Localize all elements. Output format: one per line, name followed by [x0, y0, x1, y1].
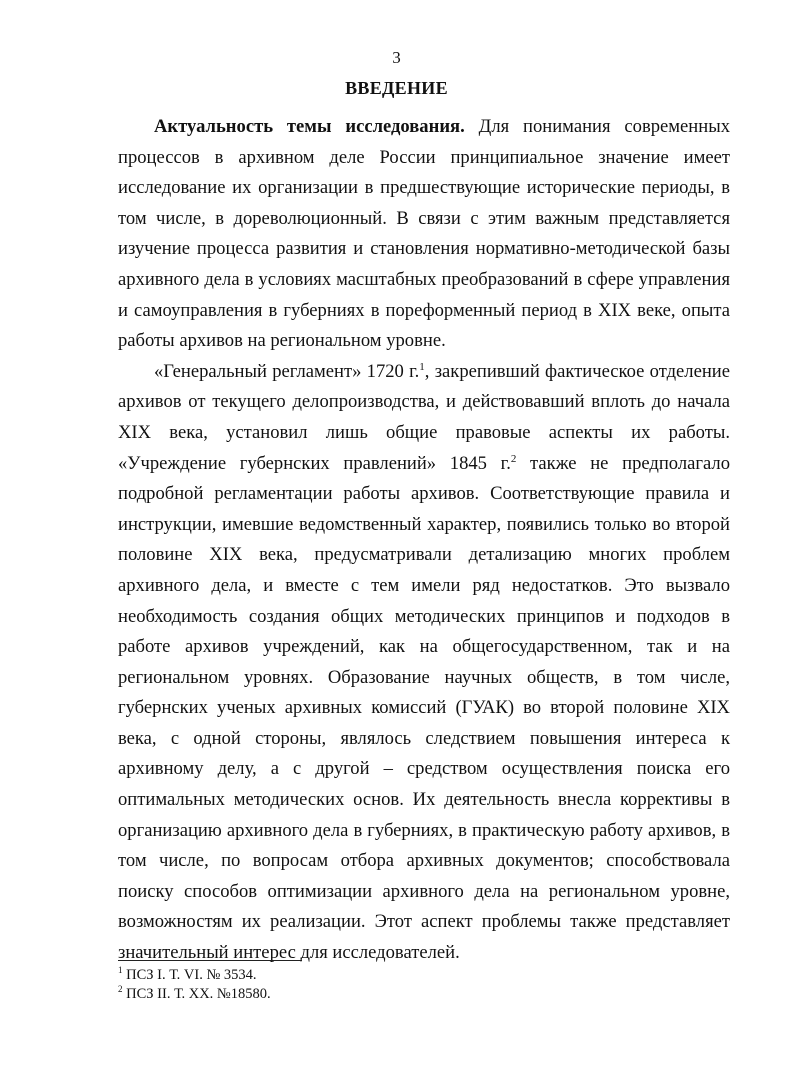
footnotes	[118, 966, 730, 1004]
footnote-mark-1: 1	[118, 965, 123, 976]
footnote-text-2: ПСЗ II. Т. XX. №18580.	[122, 986, 271, 1002]
footnote-ref-2[interactable]: 2	[510, 452, 517, 465]
paragraph-text-part-3: также не предполагало подробной регламентации работы архивов. Соответствующие правила и инструкции, имевшие ведомственный характер, появились только во второй половине XIX века, предусматривали детализацию многих проблем архивного дела, и вместе с тем имели ряд недостатков. Это вызвало необходимость создания общих методических принципов и подходов в работе архивов учреждений, как на общегосударственном, так и на региональном уровнях. Образование научных обществ, в том числе, губернских ученых архивных комиссий (ГУАК) во второй половине XIX века, с одной стороны, являлось следствием повышения интереса к архивному делу, а с другой – средством осуществления поиска его оптимальных методических основ. Их деятельность внесла коррективы в организацию архивного дела в губерниях, в практическую работу архивов, в том числе, по вопросам отбора архивных документов; способствовала поиску способов оптимизации архивного дела на региональном уровне, возможностям их реализации. Этот аспект проблемы также представляет значительный интерес для исследователей.	[118, 452, 730, 964]
footnote-divider	[118, 960, 302, 961]
paragraph-text-part-2: , закрепивший фактическое отделение архивов от текущего делопроизводства, и действовавший вплоть до начала XIX века, установил лишь общие правовые аспекты их работы. «Учреждение губернских правлений» 1845 г.	[118, 360, 730, 474]
paragraph-1	[118, 112, 730, 357]
paragraph-2	[118, 357, 730, 969]
footnote-2	[118, 985, 730, 1004]
page-number: 3	[392, 48, 401, 67]
paragraph-text: Для понимания современных процессов в архивном деле России принципиальное значение имеет исследование их организации в предшествующие исторические периоды, в том числе, в дореволюционный. В связи с этим важным представляется изучение процесса развития и становления нормативно-методической базы архивного дела в условиях масштабных преобразований в сфере управления и самоуправления в губерниях в пореформенный период в XIX веке, опыта работы архивов на региональном уровне.	[118, 116, 730, 352]
body-text	[118, 112, 730, 969]
section-heading: ВВЕДЕНИЕ	[345, 78, 448, 98]
footnote-1	[118, 966, 730, 985]
paragraph-lead: Актуальность темы исследования.	[154, 116, 465, 137]
footnote-text-1: ПСЗ I. Т. VI. № 3534.	[122, 967, 257, 983]
footnote-ref-1[interactable]: 1	[419, 360, 425, 373]
paragraph-text-part-1: «Генеральный регламент» 1720 г.	[154, 360, 420, 382]
footnote-mark-2: 2	[118, 984, 123, 995]
